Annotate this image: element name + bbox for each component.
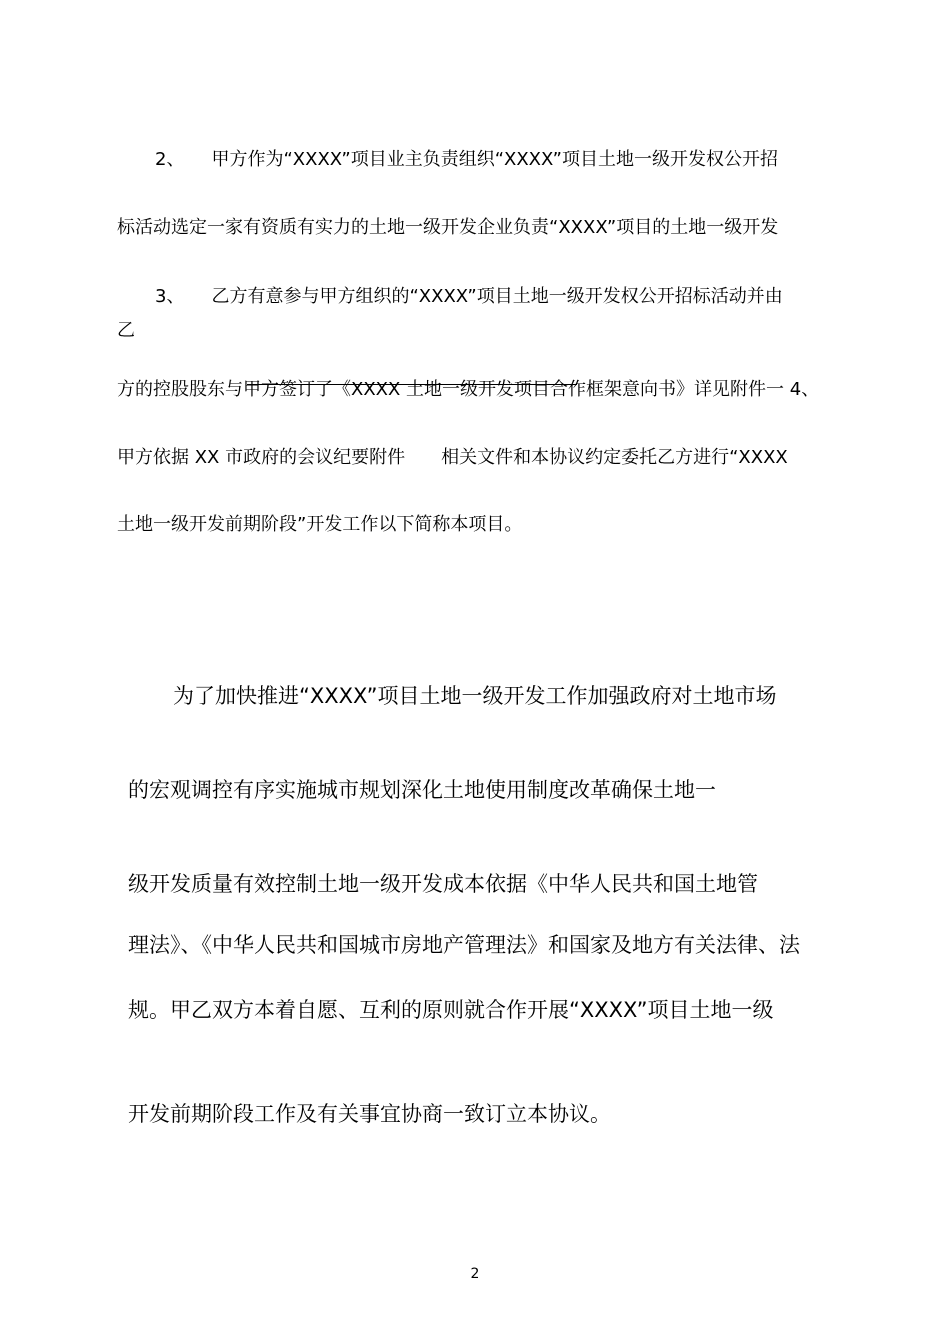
main-line-3: 级开发质量有效控制土地一级开发成本依据《中华人民共和国土地管 — [128, 872, 758, 896]
page-number: 2 — [470, 1266, 480, 1282]
intro-line-4: 乙 — [117, 320, 135, 341]
intro-line-6: 甲方依据 XX 市政府的会议纪要附件 相关文件和本协议约定委托乙方进行“XXXX — [117, 447, 788, 468]
main-line-6: 开发前期阶段工作及有关事宜协商一致订立本协议。 — [128, 1102, 611, 1126]
intro-line-2: 标活动选定一家有资质有实力的土地一级开发企业负责“XXXX”项目的土地一级开发 — [117, 217, 779, 238]
intro-line-5: 方的控股股东与甲方签订了《XXXX 土地一级开发项目合作框架意向书》详见附件一 4、 — [117, 379, 820, 400]
main-line-5: 规。甲乙双方本着自愿、互利的原则就合作开展“XXXX”项目土地一级 — [128, 998, 774, 1022]
intro-line-1: 2、 甲方作为“XXXX”项目业主负责组织“XXXX”项目土地一级开发权公开招 — [155, 149, 778, 170]
intro-line-7: 土地一级开发前期阶段”开发工作以下简称本项目。 — [117, 514, 523, 535]
strikethrough-mark — [247, 384, 577, 385]
main-line-2: 的宏观调控有序实施城市规划深化土地使用制度改革确保土地一 — [128, 778, 716, 802]
intro-line-3: 3、 乙方有意参与甲方组织的“XXXX”项目土地一级开发权公开招标活动并由 — [155, 286, 783, 307]
main-line-1: 为了加快推进“XXXX”项目土地一级开发工作加强政府对土地市场 — [173, 684, 777, 708]
main-line-4: 理法》、《中华人民共和国城市房地产管理法》和国家及地方有关法律、法 — [128, 933, 800, 957]
